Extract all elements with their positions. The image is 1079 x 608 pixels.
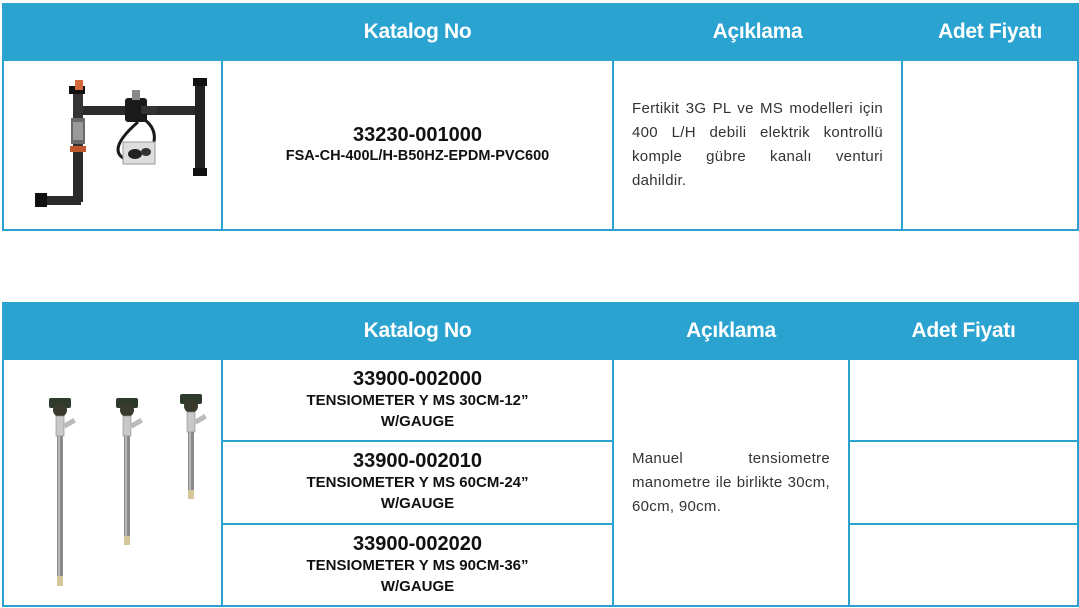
product-table-tensiometer: [2, 302, 1079, 607]
catalog-name: TENSIOMETER Y MS 30CM-12”: [306, 392, 529, 410]
price-cell: [849, 524, 1078, 606]
header-image-cell: [3, 303, 222, 359]
catalog-name-suffix: W/GAUGE: [380, 577, 455, 595]
catalog-code: 33230-001000: [352, 123, 482, 146]
header-image-cell: [3, 4, 222, 60]
header-description: Açıklama: [613, 4, 902, 60]
catalog-name: TENSIOMETER Y MS 60CM-24”: [306, 474, 529, 492]
header-catalog: Katalog No: [222, 4, 613, 60]
table-row: [3, 359, 1078, 441]
tensiometer-image: [13, 360, 213, 600]
header-catalog: Katalog No: [222, 303, 613, 359]
header-description: Açıklama: [613, 303, 849, 359]
catalog-name-suffix: W/GAUGE: [380, 495, 455, 513]
price-cell: [902, 60, 1078, 230]
catalog-cell: [222, 524, 613, 606]
description-cell: Manuel tensiometre manometre ile birlikte 30cm, 60cm, 90cm.: [613, 359, 849, 606]
table-header-row: [3, 303, 1078, 359]
venturi-fertilizer-channel-image: [13, 68, 213, 218]
price-cell: [849, 441, 1078, 523]
table-header-row: [3, 4, 1078, 60]
table-row: [3, 60, 1078, 230]
description-cell: Fertikit 3G PL ve MS modelleri için 400 L/H debili elektrik kontrollü komple gübre kanalı venturi dahildir.: [613, 60, 902, 230]
catalog-code: 33900-002010: [352, 450, 482, 473]
catalog-cell: [222, 60, 613, 230]
product-image-cell: [3, 359, 222, 606]
catalog-name: TENSIOMETER Y MS 90CM-36”: [306, 556, 529, 574]
catalog-cell: [222, 359, 613, 441]
catalog-code: 33900-002020: [352, 532, 482, 555]
catalog-cell: [222, 441, 613, 523]
header-price: Adet Fiyatı: [902, 4, 1078, 60]
product-image-cell: [3, 60, 222, 230]
catalog-code: 33900-002000: [352, 368, 482, 391]
header-price: Adet Fiyatı: [849, 303, 1078, 359]
catalog-name: FSA-CH-400L/H-B50HZ-EPDM-PVC600: [285, 147, 550, 164]
product-table-venturi: [2, 3, 1079, 231]
catalog-name-suffix: W/GAUGE: [380, 413, 455, 431]
price-cell: [849, 359, 1078, 441]
